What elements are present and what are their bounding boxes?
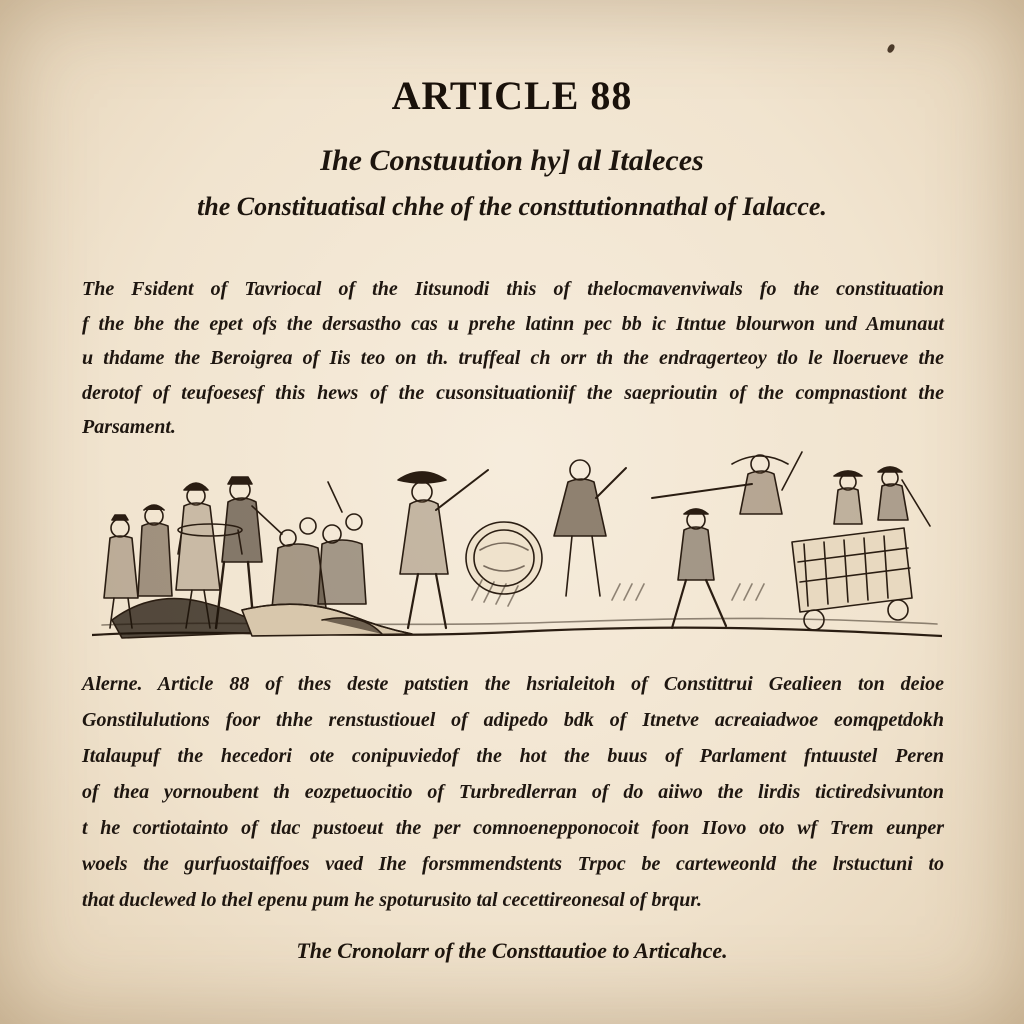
paragraph-1-line: derotof of teufoesesf this hews of the cusonsituationiif the saeprioutin of the compnastiont the xyxy=(82,381,944,404)
paragraph-2-line: woels the gurfuostaiffoes vaed Ihe forsmmendstents Trpoc be carteweonld the lrstuctuni to xyxy=(82,853,944,875)
paragraph-2-line: Italaupuf the hecedori ote conipuviedof the hot the buus of Parlament fntuustel Peren xyxy=(82,745,944,767)
article-subtitle-line-2: the Constituatisal chhe of the consttutionnathal of Ialacce. xyxy=(197,192,827,221)
paragraph-2-line: Alerne. Article 88 of thes deste patstien the hsrialeitoh of Constittrui Gealieen ton deioe xyxy=(82,673,944,695)
ink-spot xyxy=(886,43,895,54)
paragraph-1 xyxy=(82,272,944,445)
paragraph-1-line: u thdame the Beroigrea of Iis teo on th. truffeal ch orr th the endragerteoy tlo le lloerueve the xyxy=(82,347,944,369)
paragraph-2-line: t he cortiotainto of tlac pustoeut the per comnoenepponocoit foon IIovo oto wf Trem eunper xyxy=(82,817,944,839)
paragraph-2-line: Gonstilulutions foor thhe renstustiouel of adipedo bdk of Itnetve acreaiadwoe eomqpetdokh xyxy=(82,709,944,731)
paragraph-1-line: The Fsident of Tavriocal of the Iitsunodi this of thelocmavenviwals fo the constituation xyxy=(82,278,944,300)
paragraph-1-line: f the bhe the epet ofs the dersastho cas u prehe latinn pec bb ic Itntue blourwon und Amunaut xyxy=(82,312,944,335)
paragraph-2-line: that duclewed lo thel epenu pum he spoturusito tal cecettireonesal of brqur. xyxy=(82,889,703,911)
paragraph-2 xyxy=(82,666,944,918)
article-title: ARTICLE 88 xyxy=(391,73,633,118)
paragraph-2-line: of thea yornoubent th eozpetuocitio of Turbredlerran of do aiiwo the lirdis tictiredsivunton xyxy=(82,781,944,803)
paragraph-1-line: Parsament. xyxy=(82,416,176,438)
crowd-illustration xyxy=(92,450,942,648)
article-subtitle-line-1: Ihe Constuution hy] al Italeces xyxy=(320,144,704,177)
closing-line: The Cronolarr of the Consttautioe to Articahce. xyxy=(296,938,728,963)
